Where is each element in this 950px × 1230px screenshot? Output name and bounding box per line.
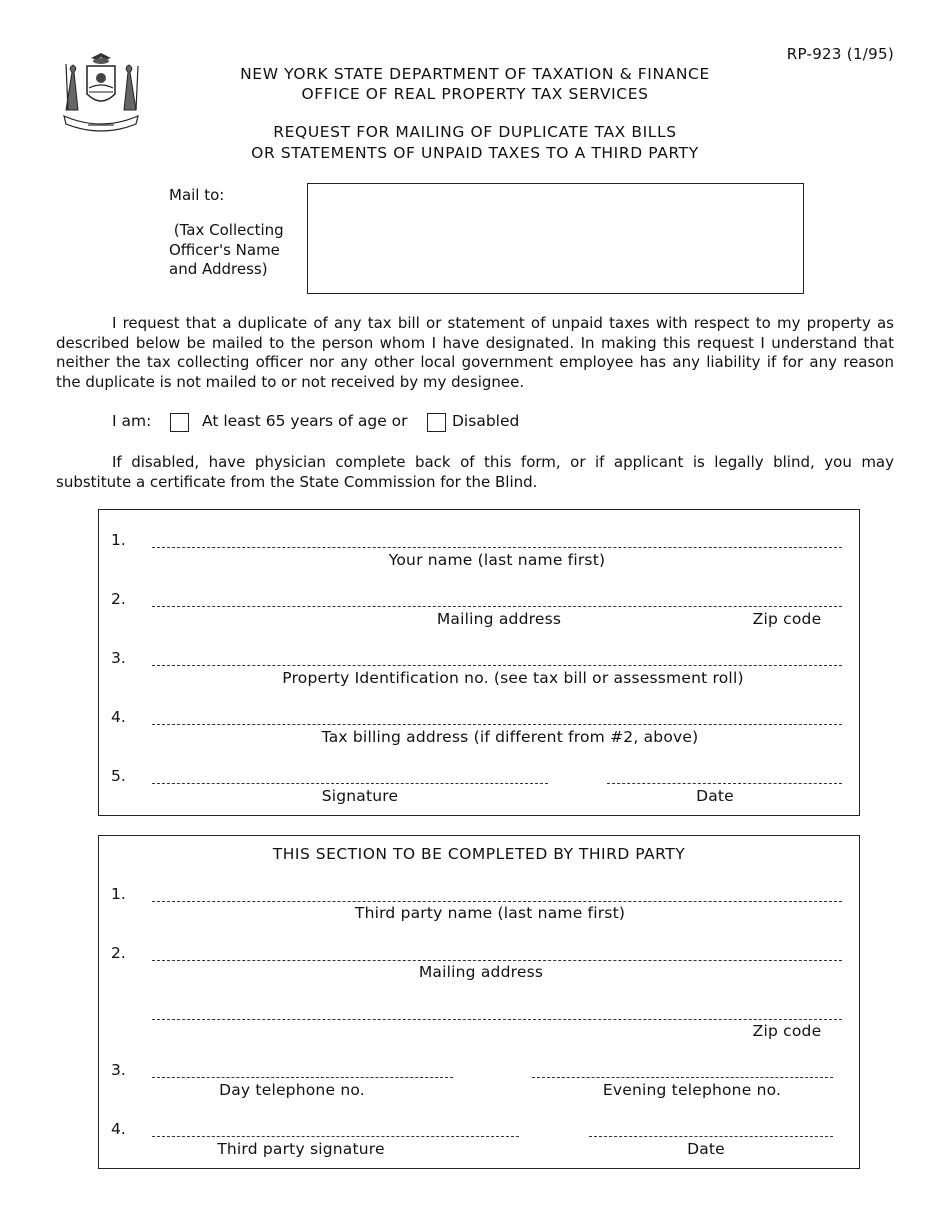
third-party-name-caption: Third party name (last name first) — [354, 904, 626, 922]
day-telephone-caption: Day telephone no. — [219, 1081, 365, 1099]
signature-caption: Signature — [321, 787, 399, 805]
zip-code-caption: Zip code — [752, 610, 822, 628]
item-number: 4. — [111, 1120, 126, 1138]
i-am-label: I am: — [112, 412, 152, 430]
third-party-date-field[interactable] — [589, 1136, 833, 1137]
form-title-line1: REQUEST FOR MAILING OF DUPLICATE TAX BILLS — [273, 123, 677, 141]
disabled-label: Disabled — [452, 412, 520, 430]
item-number: 1. — [111, 531, 126, 549]
third-party-name-field[interactable] — [152, 901, 842, 902]
mailing-address-caption: Mailing address — [436, 610, 562, 628]
third-party-section — [98, 835, 860, 1169]
item-number: 1. — [111, 885, 126, 903]
name-field[interactable] — [152, 547, 842, 548]
mail-to-sublabel-line1: (Tax Collecting — [169, 221, 284, 239]
third-party-zip-code-caption: Zip code — [752, 1022, 822, 1040]
mail-to-sublabel — [169, 221, 284, 280]
third-party-mailing-address-caption: Mailing address — [418, 963, 544, 981]
mail-to-address-box[interactable] — [307, 183, 804, 294]
item-number: 2. — [111, 590, 126, 608]
age-65-checkbox[interactable] — [170, 413, 189, 432]
item-number: 3. — [111, 649, 126, 667]
evening-telephone-caption: Evening telephone no. — [602, 1081, 782, 1099]
office-name: OFFICE OF REAL PROPERTY TAX SERVICES — [301, 85, 649, 103]
item-number: 4. — [111, 708, 126, 726]
item-number: 3. — [111, 1061, 126, 1079]
mail-to-label: Mail to: — [169, 186, 225, 204]
property-id-caption: Property Identification no. (see tax bill or assessment roll) — [282, 669, 744, 687]
form-title-line2: OR STATEMENTS OF UNPAID TAXES TO A THIRD PARTY — [251, 144, 699, 162]
mail-to-sublabel-line3: and Address) — [169, 260, 268, 278]
day-telephone-field[interactable] — [152, 1077, 453, 1078]
tax-billing-address-field[interactable] — [152, 724, 842, 725]
third-party-section-title: THIS SECTION TO BE COMPLETED BY THIRD PARTY — [272, 845, 686, 863]
date-caption: Date — [696, 787, 734, 805]
item-number: 2. — [111, 944, 126, 962]
item-number: 5. — [111, 767, 126, 785]
third-party-signature-field[interactable] — [152, 1136, 519, 1137]
form-number: RP-923 (1/95) — [786, 45, 894, 63]
third-party-mailing-address-field[interactable] — [152, 960, 842, 961]
mail-to-sublabel-line2: Officer's Name — [169, 240, 280, 259]
date-field[interactable] — [607, 783, 842, 784]
tax-billing-address-caption: Tax billing address (if different from #2, above) — [321, 728, 699, 746]
third-party-signature-caption: Third party signature — [217, 1140, 385, 1158]
third-party-mailing-address-field-2[interactable] — [152, 1019, 842, 1020]
signature-field[interactable] — [152, 783, 548, 784]
disabled-checkbox[interactable] — [427, 413, 446, 432]
third-party-date-caption: Date — [687, 1140, 725, 1158]
disabled-paragraph: If disabled, have physician complete back of this form, or if applicant is legally blind, you may substitute a certificate from the State Commission for the Blind. — [56, 453, 894, 491]
mailing-address-field[interactable] — [152, 606, 842, 607]
age-65-label: At least 65 years of age or — [202, 412, 408, 430]
name-caption: Your name (last name first) — [388, 551, 606, 569]
property-id-field[interactable] — [152, 665, 842, 666]
agency-name: NEW YORK STATE DEPARTMENT OF TAXATION & FINANCE — [240, 65, 710, 83]
request-paragraph: I request that a duplicate of any tax bill or statement of unpaid taxes with respect to my property as described below be mailed to the person whom I have designated. In making this request I understand that neither the tax collecting officer nor any other local government employee has any liability if for any reason the duplicate is not mailed to or not received by my designee. — [56, 314, 894, 391]
evening-telephone-field[interactable] — [532, 1077, 833, 1078]
